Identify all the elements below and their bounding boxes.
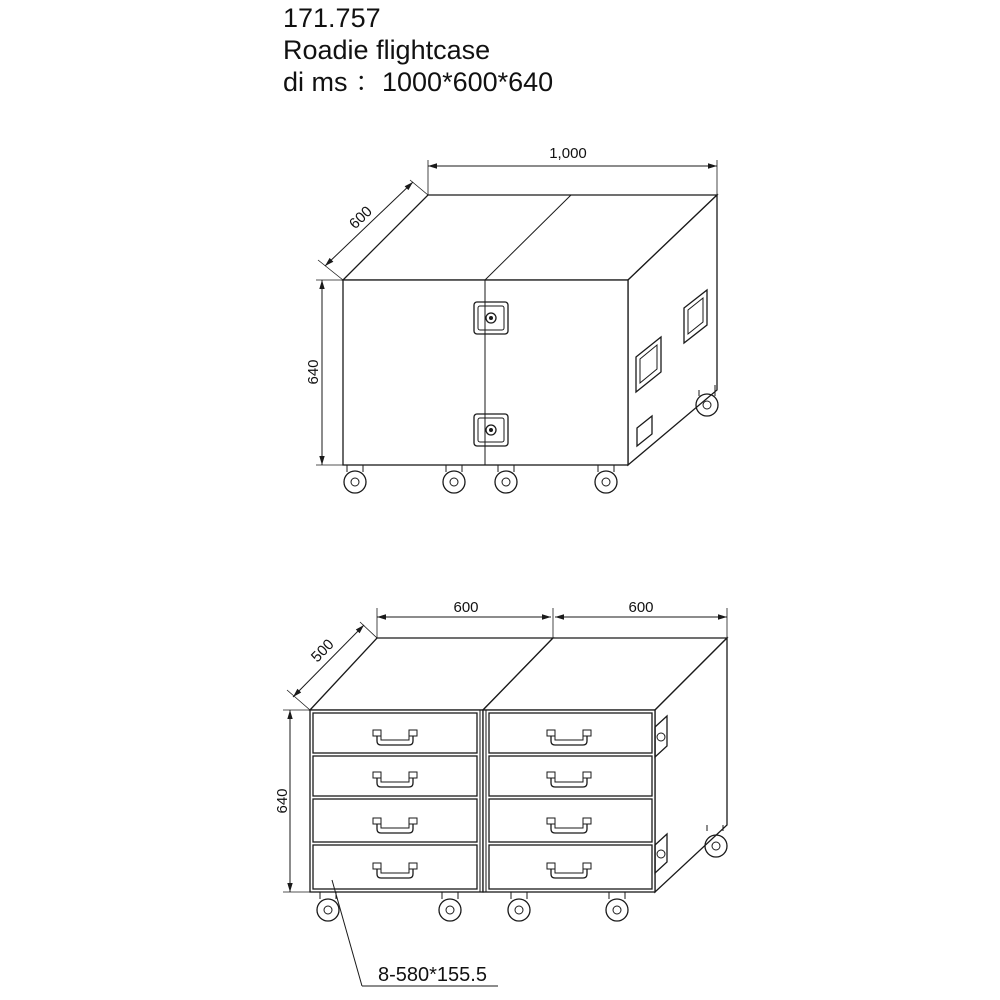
caster-icon [508,892,530,921]
product-name: Roadie flightcase [283,35,491,65]
drawer-case-drawing [274,599,727,986]
caster-icon [443,465,465,493]
callout-leader [332,880,362,986]
drawer-size-callout: 8-580*155.5 [378,964,487,986]
drawer-depth-dimension: 500 [307,635,338,666]
caster-icon [344,465,366,493]
right-unit-front [483,710,655,892]
caster-icon [439,892,461,921]
closed-case-drawing [305,145,718,493]
drawer-height-dimension: 640 [274,788,291,814]
caster-icon [317,892,339,921]
height-dimension: 640 [305,359,322,385]
model-number: 171.757 [283,3,381,33]
width-dimension: 1,000 [549,145,587,162]
left-unit-front [310,710,483,892]
depth-dimension: 600 [345,202,376,233]
caster-icon [606,892,628,921]
dimensions-label: di ms ：1000*600*640 [283,67,554,97]
caster-icon [595,465,617,493]
left-width-dimension: 600 [453,599,479,616]
right-width-dimension: 600 [628,599,654,616]
caster-icon [495,465,517,493]
